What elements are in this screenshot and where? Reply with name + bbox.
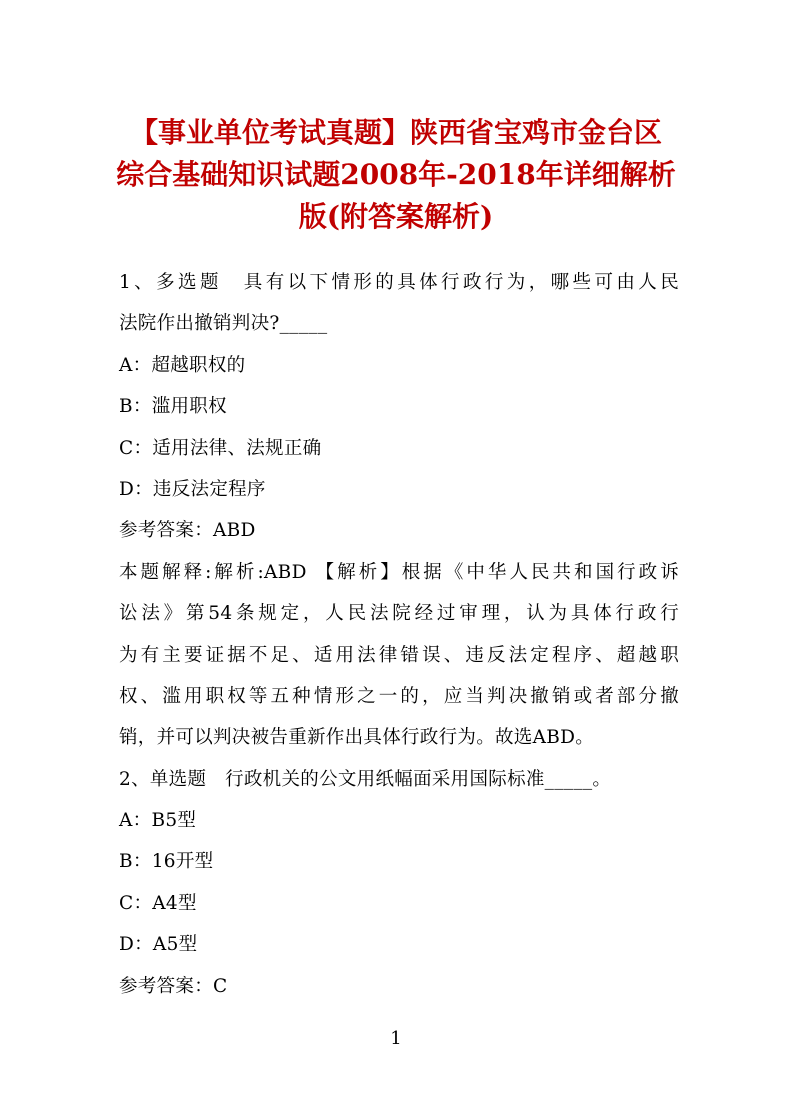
title-line-2: 综合基础知识试题2008年-2018年详细解析 [116, 158, 676, 191]
question-2-option-a: A：B5型 [119, 810, 197, 832]
question-1-explanation-line-3: 为有主要证据不足、适用法律错误、违反法定程序、超越职 [119, 644, 679, 666]
title-line-3: 版(附答案解析) [298, 200, 494, 233]
question-1-stem-line-1: 1、多选题 具有以下情形的具体行政行为，哪些可由人民 [119, 272, 679, 293]
document-body [119, 262, 679, 1007]
question-1-answer: 参考答案：ABD [119, 520, 256, 542]
question-2-option-b: B：16开型 [119, 851, 214, 873]
question-1 [119, 262, 679, 759]
document-title [100, 112, 692, 238]
question-2 [119, 759, 679, 1007]
question-2-answer: 参考答案：C [119, 975, 228, 997]
question-1-option-d: D：违反法定程序 [119, 478, 266, 500]
question-1-option-b: B：滥用职权 [119, 396, 227, 418]
question-2-stem: 2、单选题 行政机关的公文用纸幅面采用国际标准_____。 [119, 768, 612, 790]
question-1-explanation-line-4: 权、滥用职权等五种情形之一的，应当判决撤销或者部分撤 [119, 685, 679, 707]
question-1-explanation-line-2: 讼法》第54条规定，人民法院经过审理，认为具体行政行 [119, 603, 679, 625]
question-1-option-c: C：适用法律、法规正确 [119, 437, 322, 459]
question-1-stem-line-2: 法院作出撤销判决?_____ [119, 313, 328, 335]
question-1-explanation-line-1: 本题解释:解析:ABD 【解析】根据《中华人民共和国行政诉 [119, 561, 679, 583]
page-number: 1 [390, 1028, 402, 1049]
question-2-option-d: D：A5型 [119, 934, 198, 956]
question-1-explanation-line-5: 销，并可以判决被告重新作出具体行政行为。故选ABD。 [119, 727, 595, 749]
title-line-1: 【事业单位考试真题】陕西省宝鸡市金台区 [129, 116, 662, 149]
question-1-option-a: A：超越职权的 [119, 354, 246, 376]
question-2-option-c: C：A4型 [119, 892, 197, 914]
